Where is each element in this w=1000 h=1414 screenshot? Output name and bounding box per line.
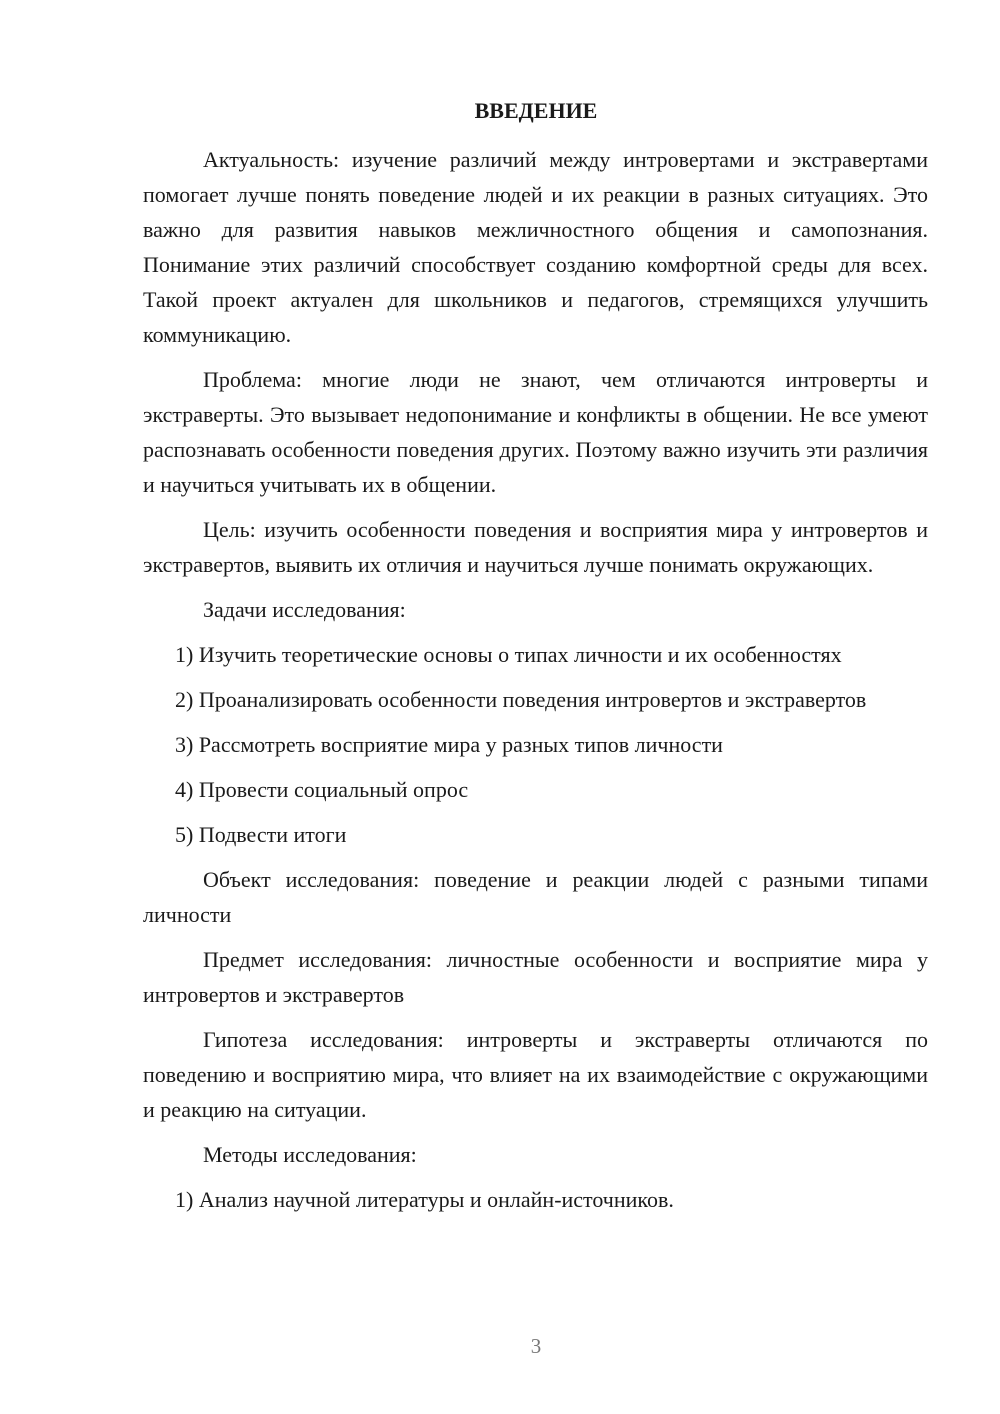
method-item: 1) Анализ научной литературы и онлайн-источников. — [175, 1187, 674, 1212]
methods-heading: Методы исследования: — [203, 1142, 417, 1167]
paragraph-hypothesis: Гипотеза исследования: интроверты и экстраверты отличаются по поведению и восприятию мира, что влияет на их взаимодействие с окружающими и реакцию на ситуации. — [143, 1027, 928, 1122]
page-number: 3 — [530, 1334, 542, 1358]
paragraph-problem: Проблема: многие люди не знают, чем отличаются интроверты и экстраверты. Это вызывает недопонимание и конфликты в общении. Не все умеют распознавать особенности поведения других. Поэтому важно изучить эти различия и научиться учитывать их в общении. — [143, 367, 928, 497]
paragraph-subject: Предмет исследования: личностные особенности и восприятие мира у интровертов и экстравертов — [143, 947, 928, 1007]
body-text — [143, 142, 928, 1217]
task-item: 5) Подвести итоги — [175, 822, 347, 847]
task-item: 4) Провести социальный опрос — [175, 777, 469, 802]
tasks-heading: Задачи исследования: — [203, 597, 406, 622]
task-item: 2) Проанализировать особенности поведения интровертов и экстравертов — [175, 687, 867, 712]
paragraph-goal: Цель: изучить особенности поведения и восприятия мира у интровертов и экстравертов, выявить их отличия и научиться лучше понимать окружающих. — [143, 517, 928, 577]
paragraph-relevance: Актуальность: изучение различий между интровертами и экстравертами помогает лучше понять поведение людей и их реакции в разных ситуациях. Это важно для развития навыков межличностного общения и самопознания. Понимание этих различий способствует созданию комфортной среды для всех. Такой проект актуален для школьников и педагогов, стремящихся улучшить коммуникацию. — [143, 147, 928, 347]
page-title: ВВЕДЕНИЕ — [474, 98, 598, 123]
paragraph-object: Объект исследования: поведение и реакции людей с разными типами личности — [143, 867, 928, 927]
task-item: 1) Изучить теоретические основы о типах личности и их особенностях — [175, 642, 842, 667]
task-item: 3) Рассмотреть восприятие мира у разных типов личности — [175, 732, 723, 757]
